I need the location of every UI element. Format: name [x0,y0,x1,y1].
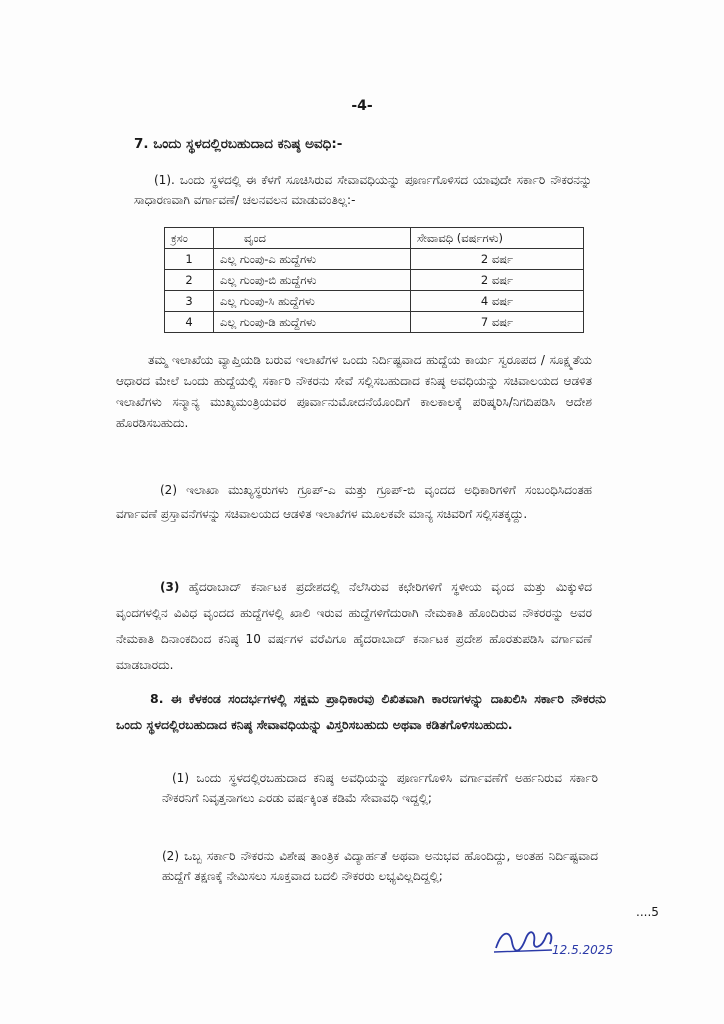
para-number: (3) [160,580,180,594]
table-row [165,291,584,312]
table-cell: ಎಲ್ಲ ಗುಂಪು-ಬಿ ಹುದ್ದೆಗಳು [214,270,411,291]
table-cell: 4 ವರ್ಷ [411,291,584,312]
section-7-para-4 [116,574,592,678]
table-header-row [165,228,584,249]
table-header: ಕ್ರಸಂ [165,228,214,249]
section-7-para-1: (1). ಒಂದು ಸ್ಥಳದಲ್ಲಿ ಈ ಕೆಳಗೆ ಸೂಚಿಸಿರುವ ಸೇವಾವಧಿಯನ್ನು ಪೂರ್ಣಗೊಳಿಸದ ಯಾವುದೇ ಸರ್ಕಾರಿ ನೌಕರನನ್ನು ಸಾಧಾರಣವಾಗಿ ವರ್ಗಾವಣೆ/ ಚಲನವಲನ ಮಾಡುವಂತಿಲ್ಲ:- [134,173,592,207]
section-8-para: 8. ಈ ಕೆಳಕಂಡ ಸಂದರ್ಭಗಳಲ್ಲಿ ಸಕ್ಷಮ ಪ್ರಾಧಿಕಾರವು ಲಿಖಿತವಾಗಿ ಕಾರಣಗಳನ್ನು ದಾಖಲಿಸಿ ಸರ್ಕಾರಿ ನೌಕರನು ಒಂದು ಸ್ಥಳದಲ್ಲಿರಬಹುದಾದ ಕನಿಷ್ಠ ಸೇವಾವಧಿಯನ್ನು ವಿಸ್ತರಿಸಬಹುದು ಅಥವಾ ಕಡಿತಗೊಳಿಸಬಹುದು. [116,691,606,732]
section-7-para-2: ತಮ್ಮ ಇಲಾಖೆಯ ವ್ಯಾಪ್ತಿಯಡಿ ಬರುವ ಇಲಾಖೆಗಳ ಒಂದು ನಿರ್ದಿಷ್ಟವಾದ ಹುದ್ದೆಯ ಕಾರ್ಯ ಸ್ವರೂಪದ / ಸೂಕ್ಷ್ಮತೆಯ ಆಧಾರದ ಮೇಲೆ ಒಂದು ಹುದ್ದೆಯಲ್ಲಿ ಸರ್ಕಾರಿ ನೌಕರನು ಸೇವೆ ಸಲ್ಲಿಸಬಹುದಾದ ಕನಿಷ್ಠ ಅವಧಿಯನ್ನು ಸಚಿವಾಲಯದ ಆಡಳಿತ ಇಲಾಖೆಗಳು ಸನ್ಮಾನ್ಯ ಮುಖ್ಯಮಂತ್ರಿಯವರ ಪೂರ್ವಾನುಮೋದನೆಯೊಂದಿಗೆ ಕಾಲಕಾಲಕ್ಕೆ ಪರಿಷ್ಕರಿಸಿ/ನಿಗದಿಪಡಿಸಿ ಆದೇಶ ಹೊರಡಿಸಬಹುದು. [116,353,592,430]
table-row [165,270,584,291]
table-cell: 3 [165,291,214,312]
table-cell: 4 [165,312,214,333]
continuation-marker: ....5 [636,905,659,919]
section-8-item-2: (2) ಒಬ್ಬ ಸರ್ಕಾರಿ ನೌಕರನು ವಿಶೇಷ ತಾಂತ್ರಿಕ ವಿದ್ಯಾರ್ಹತೆ ಅಥವಾ ಅನುಭವ ಹೊಂದಿದ್ದು, ಅಂತಹ ನಿರ್ದಿಷ್ಟವಾದ ಹುದ್ದೆಗೆ ತಕ್ಷಣಕ್ಕೆ ನೇಮಿಸಲು ಸೂಕ್ತವಾದ ಬದಲಿ ನೌಕರರು ಲಭ್ಯವಿಲ್ಲದಿದ್ದಲ್ಲಿ; [162,849,598,883]
table-cell: ಎಲ್ಲ ಗುಂಪು-ಸಿ ಹುದ್ದೆಗಳು [214,291,411,312]
table-cell: 1 [165,249,214,270]
section-8-item-1: (1) ಒಂದು ಸ್ಥಳದಲ್ಲಿರಬಹುದಾದ ಕನಿಷ್ಠ ಅವಧಿಯನ್ನು ಪೂರ್ಣಗೊಳಿಸಿ ವರ್ಗಾವಣೆಗೆ ಅರ್ಹನಿರುವ ಸರ್ಕಾರಿ ನೌಕರನಿಗೆ ನಿವೃತ್ತನಾಗಲು ಎರಡು ವರ್ಷಕ್ಕಿಂತ ಕಡಿಮೆ ಸೇವಾವಧಿ ಇದ್ದಲ್ಲಿ; [162,771,598,805]
table-row [165,249,584,270]
table-cell: 2 ವರ್ಷ [411,270,584,291]
table-cell: 2 ವರ್ಷ [411,249,584,270]
table-row [165,312,584,333]
table-cell: 2 [165,270,214,291]
table-cell: ಎಲ್ಲ ಗುಂಪು-ಡಿ ಹುದ್ದೆಗಳು [214,312,411,333]
section-7-heading: 7. ಒಂದು ಸ್ಥಳದಲ್ಲಿರಬಹುದಾದ ಕನಿಷ್ಠ ಅವಧಿ:- [134,136,343,152]
signature-mark [490,920,620,960]
table-header: ಸೇವಾವಧಿ (ವರ್ಷಗಳು) [411,228,584,249]
para-text: ಹೈದರಾಬಾದ್ ಕರ್ನಾಟಕ ಪ್ರದೇಶದಲ್ಲಿ ನೆಲೆಸಿರುವ ಕಛೇರಿಗಳಿಗೆ ಸ್ಥಳೀಯ ವೃಂದ ಮತ್ತು ಮಿಕ್ಕುಳಿದ ವೃಂದಗಳಲ್ಲಿನ ವಿವಿಧ ವೃಂದದ ಹುದ್ದೆಗಳಲ್ಲಿ ಖಾಲಿ ಇರುವ ಹುದ್ದೆಗಳಿಗೆದುರಾಗಿ ನೇಮಕಾತಿ ಹೊಂದಿರುವ ನೌಕರರನ್ನು ಅವರ ನೇಮಕಾತಿ ದಿನಾಂಕದಿಂದ ಕನಿಷ್ಠ 10 ವರ್ಷಗಳ ವರೆವಿಗೂ ಹೈದರಾಬಾದ್ ಕರ್ನಾಟಕ ಪ್ರದೇಶ ಹೊರತುಪಡಿಸಿ ವರ್ಗಾವಣೆ ಮಾಡಬಾರದು. [116,580,592,672]
table-cell: 7 ವರ್ಷ [411,312,584,333]
service-period-table [164,227,584,333]
table-cell: ಎಲ್ಲ ಗುಂಪು-ಎ ಹುದ್ದೆಗಳು [214,249,411,270]
signature-date: 12.5.2025 [552,943,614,957]
section-7-para-3: (2) ಇಲಾಖಾ ಮುಖ್ಯಸ್ಥರುಗಳು ಗ್ರೂಪ್-ಎ ಮತ್ತು ಗ್ರೂಪ್-ಬಿ ವೃಂದದ ಅಧಿಕಾರಿಗಳಿಗೆ ಸಂಬಂಧಿಸಿದಂತಹ ವರ್ಗಾವಣೆ ಪ್ರಸ್ತಾವನೆಗಳನ್ನು ಸಚಿವಾಲಯದ ಆಡಳಿತ ಇಲಾಖೆಗಳ ಮೂಲಕವೇ ಮಾನ್ಯ ಸಚಿವರಿಗೆ ಸಲ್ಲಿಸತಕ್ಕದ್ದು. [116,483,592,521]
page-number: -4- [351,98,373,114]
table-header: ವೃಂದ [214,228,411,249]
